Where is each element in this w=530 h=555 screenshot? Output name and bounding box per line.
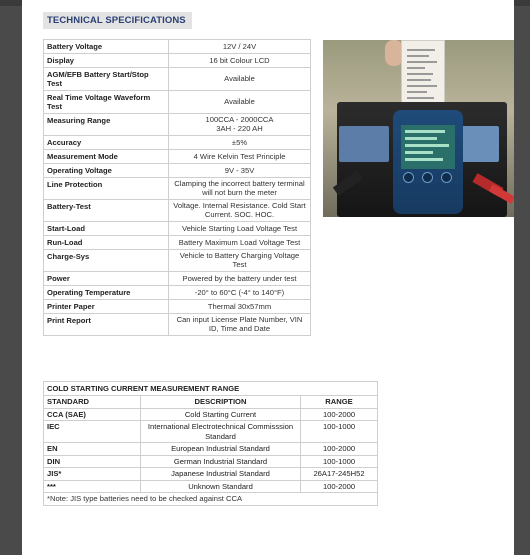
- spec-key: Start-Load: [44, 221, 169, 235]
- cell-range: 100-2000: [301, 480, 378, 492]
- spec-value: Vehicle Starting Load Voltage Test: [169, 221, 311, 235]
- spec-table: [43, 39, 311, 336]
- cell-description: International Electrotechnical Commisssion Standard: [141, 421, 301, 443]
- cell-range: 100-2000: [301, 408, 378, 420]
- table-row: [44, 480, 378, 492]
- spec-key: Charge-Sys: [44, 249, 169, 271]
- table-row: [44, 421, 378, 443]
- spec-row: [44, 285, 311, 299]
- spec-key: Display: [44, 54, 169, 68]
- cell-standard: IEC: [44, 421, 141, 443]
- spec-row: [44, 113, 311, 135]
- spec-row: [44, 221, 311, 235]
- spec-value: 12V / 24V: [169, 40, 311, 54]
- tester-screen: [401, 125, 455, 169]
- table-row: [44, 408, 378, 420]
- spec-value: Can input License Plate Number, VIN ID, Time and Date: [169, 313, 311, 335]
- spec-row: [44, 249, 311, 271]
- spec-value: Voltage. Internal Resistance. Cold Start Current. SOC. HOC.: [169, 199, 311, 221]
- spec-row: [44, 271, 311, 285]
- spec-row: [44, 54, 311, 68]
- spec-row: [44, 199, 311, 221]
- note-row: [44, 493, 378, 505]
- spec-value: 100CCA - 2000CCA 3AH - 220 AH: [169, 113, 311, 135]
- spec-value: Available: [169, 90, 311, 113]
- spec-key: Print Report: [44, 313, 169, 335]
- spec-key: Real Time Voltage Waveform Test: [44, 90, 169, 113]
- cold-start-table: [43, 381, 378, 506]
- spec-key: Measurement Mode: [44, 149, 169, 163]
- spec-row: [44, 135, 311, 149]
- spec-value: Available: [169, 68, 311, 91]
- spec-key: Accuracy: [44, 135, 169, 149]
- spec-value: Thermal 30x57mm: [169, 299, 311, 313]
- header-standard: STANDARD: [44, 396, 141, 408]
- spec-row: [44, 163, 311, 177]
- tester-button-icon: [403, 172, 414, 183]
- cell-range: 100-1000: [301, 421, 378, 443]
- cell-standard: JIS*: [44, 468, 141, 480]
- cold-table-title: COLD STARTING CURRENT MEASUREMENT RANGE: [44, 382, 378, 396]
- table-row: [44, 455, 378, 467]
- spec-row: [44, 235, 311, 249]
- spec-value: -20° to 60°C (-4° to 140°F): [169, 285, 311, 299]
- table-note: *Note: JIS type batteries need to be checked against CCA: [44, 493, 378, 505]
- spec-value: Vehicle to Battery Charging Voltage Test: [169, 249, 311, 271]
- spec-key: Printer Paper: [44, 299, 169, 313]
- cold-start-section: [43, 381, 378, 506]
- spec-row: [44, 313, 311, 335]
- spec-row: [44, 40, 311, 54]
- spec-row: [44, 68, 311, 91]
- cell-description: German Industrial Standard: [141, 455, 301, 467]
- spec-key: Power: [44, 271, 169, 285]
- table-row: [44, 468, 378, 480]
- spec-key: Operating Temperature: [44, 285, 169, 299]
- spec-row: [44, 90, 311, 113]
- cell-standard: ***: [44, 480, 141, 492]
- tester-button-icon: [422, 172, 433, 183]
- cell-standard: CCA (SAE): [44, 408, 141, 420]
- section-title: TECHNICAL SPECIFICATIONS: [43, 12, 192, 29]
- spec-value: 4 Wire Kelvin Test Principle: [169, 149, 311, 163]
- header-description: DESCRIPTION: [141, 396, 301, 408]
- spec-value: 9V - 35V: [169, 163, 311, 177]
- spec-key: AGM/EFB Battery Start/Stop Test: [44, 68, 169, 91]
- cell-description: European Industrial Standard: [141, 443, 301, 455]
- spec-value: 16 bit Colour LCD: [169, 54, 311, 68]
- table-row: [44, 443, 378, 455]
- spec-value: Powered by the battery under test: [169, 271, 311, 285]
- spec-key: Operating Voltage: [44, 163, 169, 177]
- spec-row: [44, 177, 311, 199]
- cell-description: Cold Starting Current: [141, 408, 301, 420]
- cell-range: 26A17-245H52: [301, 468, 378, 480]
- spec-key: Measuring Range: [44, 113, 169, 135]
- spec-value: Clamping the incorrect battery terminal will not burn the meter: [169, 177, 311, 199]
- spec-key: Line Protection: [44, 177, 169, 199]
- tester-button-icon: [441, 172, 452, 183]
- spec-value: ±5%: [169, 135, 311, 149]
- spec-row: [44, 149, 311, 163]
- cell-standard: EN: [44, 443, 141, 455]
- battery-tester-photo: [323, 40, 514, 217]
- cell-description: Japanese Industrial Standard: [141, 468, 301, 480]
- cell-range: 100-2000: [301, 443, 378, 455]
- spec-row: [44, 299, 311, 313]
- spec-key: Battery-Test: [44, 199, 169, 221]
- header-range: RANGE: [301, 396, 378, 408]
- battery-label: [339, 126, 389, 162]
- cell-description: Unknown Standard: [141, 480, 301, 492]
- cell-range: 100-1000: [301, 455, 378, 467]
- cell-standard: DIN: [44, 455, 141, 467]
- spec-value: Battery Maximum Load Voltage Test: [169, 235, 311, 249]
- spec-key: Battery Voltage: [44, 40, 169, 54]
- spec-key: Run-Load: [44, 235, 169, 249]
